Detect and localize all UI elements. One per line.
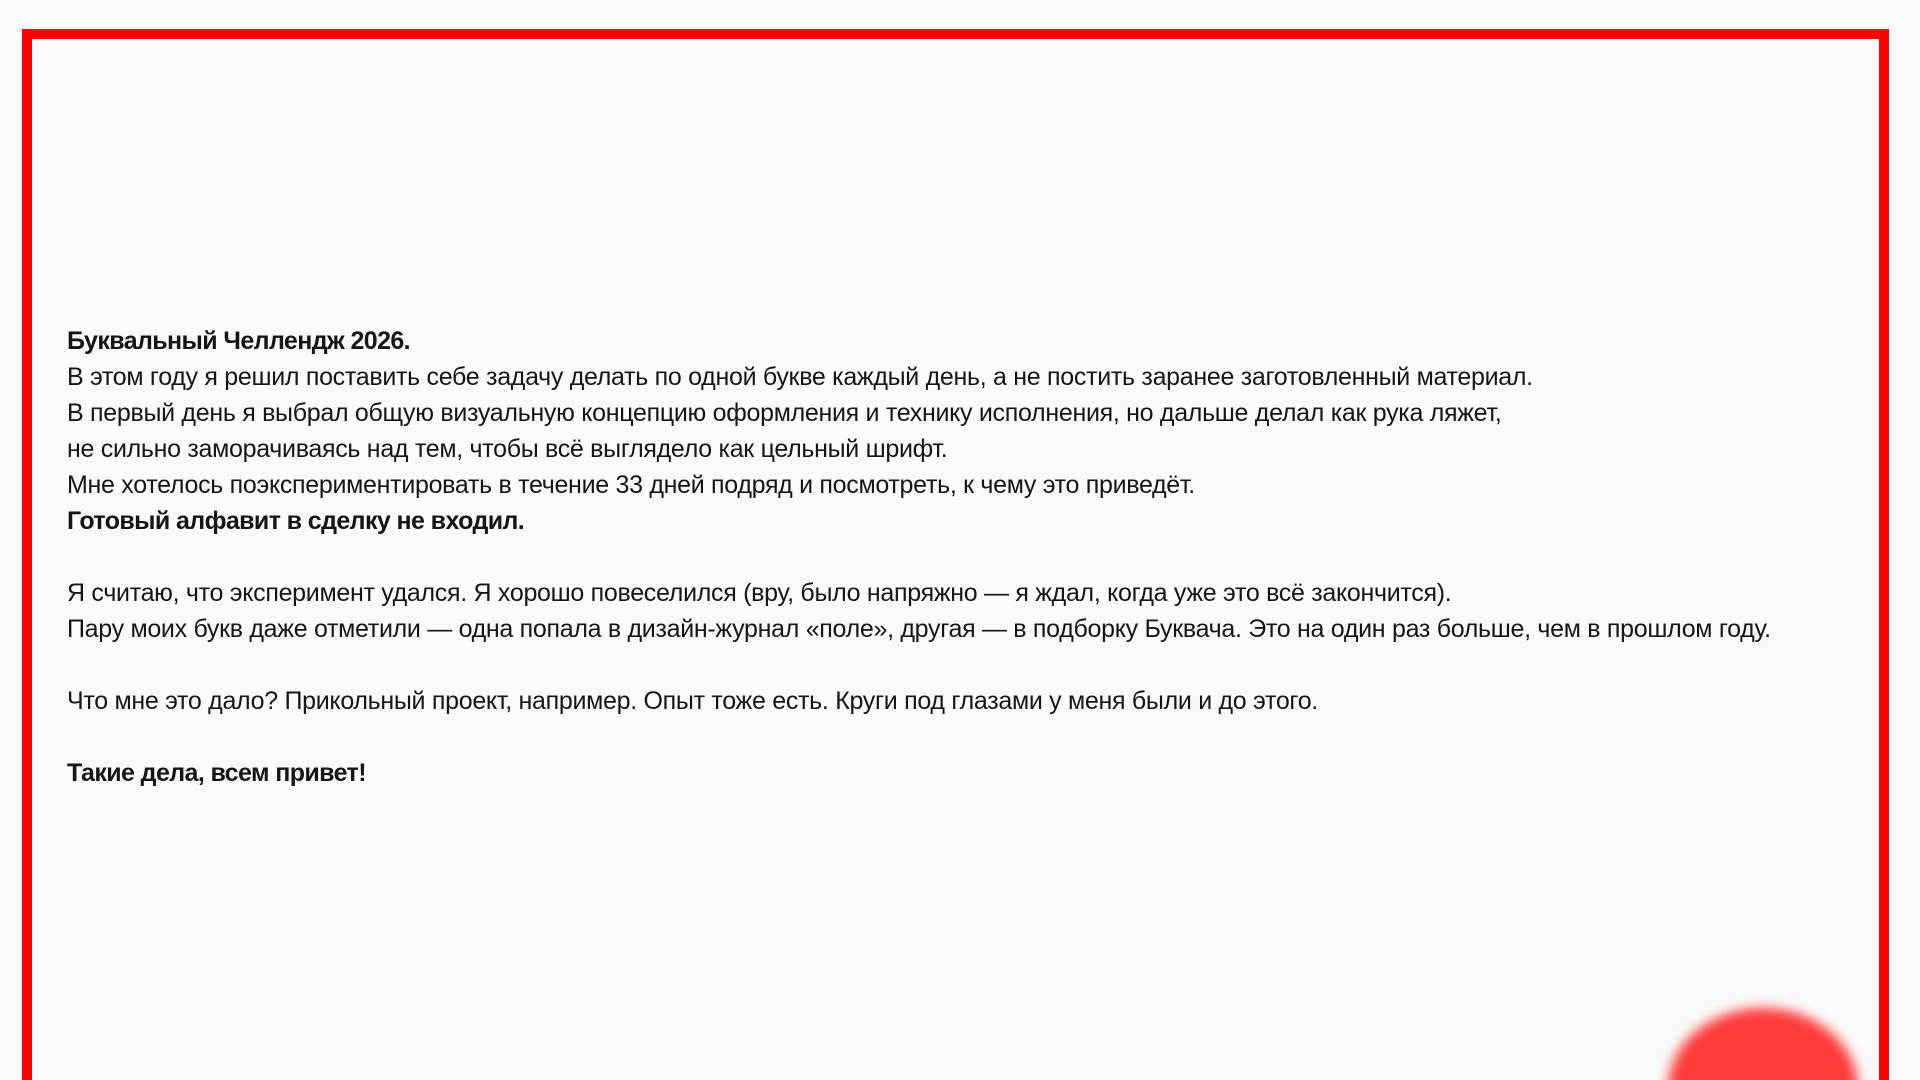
paragraph-1-line-1: В этом году я решил поставить себе задачу делать по одной букве каждый день, а не постить заранее заготовленный материал. — [67, 363, 1533, 391]
paragraph-gap — [67, 647, 1867, 683]
paragraph-3-line-1: Что мне это дало? Прикольный проект, например. Опыт тоже есть. Круги под глазами у меня были и до этого. — [67, 687, 1318, 715]
paragraph-1-line-4: Мне хотелось поэкспериментировать в течение 33 дней подряд и посмотреть, к чему это приведёт. — [67, 471, 1195, 499]
closing-line: Такие дела, всем привет! — [67, 759, 366, 787]
paragraph-1-bold-note: Готовый алфавит в сделку не входил. — [67, 507, 525, 535]
paragraph-1-line-3: не сильно заморачиваясь над тем, чтобы всё выглядело как цельный шрифт. — [67, 435, 948, 463]
paragraph-gap — [67, 719, 1867, 755]
post-title: Буквальный Челлендж 2026. — [67, 327, 411, 355]
paragraph-2-line-1: Я считаю, что эксперимент удался. Я хорошо повеселился (вру, было напряжно — я ждал, когда уже это всё закончится). — [67, 579, 1452, 607]
paragraph-gap — [67, 539, 1867, 575]
paragraph-1-line-2: В первый день я выбрал общую визуальную концепцию оформления и технику исполнения, но дальше делал как рука ляжет, — [67, 399, 1502, 427]
text-content — [67, 323, 1867, 791]
paragraph-2-line-2: Пару моих букв даже отметили — одна попала в дизайн-журнал «поле», другая — в подборку Буквача. Это на один раз больше, чем в прошлом году. — [67, 615, 1771, 643]
